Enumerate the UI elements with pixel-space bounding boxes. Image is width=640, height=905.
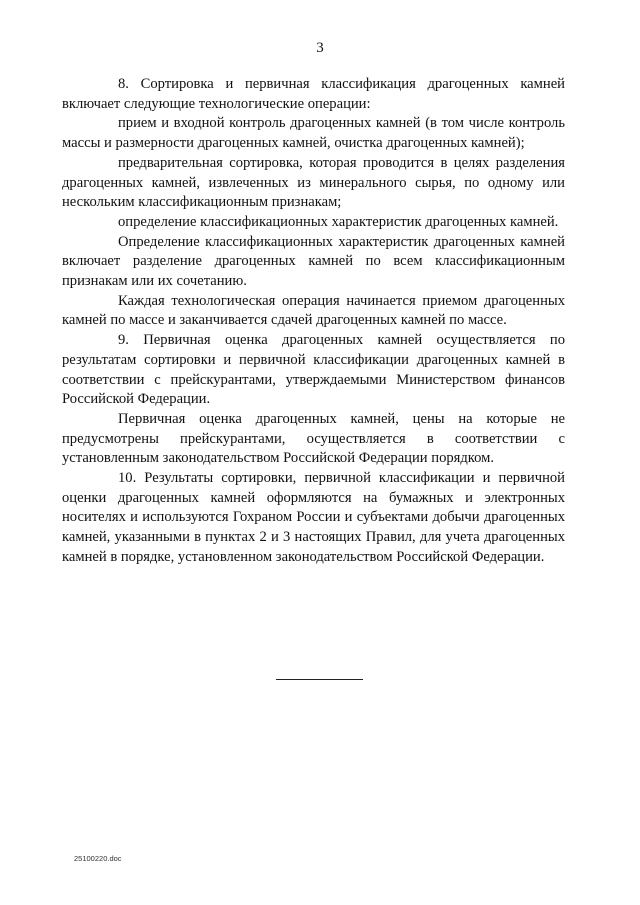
end-divider (276, 679, 363, 680)
paragraph-9-valuation: 9. Первичная оценка драгоценных камней осуществляется по результатам сортировки и первичной классификации драгоценных камней в соответствии с прейскурантами, утверждаемыми Министерством финансов Российской Федерации. (62, 332, 565, 408)
file-name-footer: 25100220.doc (74, 854, 122, 863)
document-body (62, 75, 565, 568)
page-number: 3 (316, 40, 324, 56)
paragraph-mass-acceptance: Каждая технологическая операция начинается приемом драгоценных камней по массе и заканчивается сдачей драгоценных камней по массе. (62, 292, 565, 329)
paragraph-9-unlisted-prices: Первичная оценка драгоценных камней, цены на которые не предусмотрены прейскурантами, осуществляется в соответствии с установленным законодательством Российской Федерации порядком. (62, 410, 565, 467)
paragraph-operation-reception: прием и входной контроль драгоценных камней (в том числе контроль массы и размерности драгоценных камней, очистка драгоценных камней); (62, 115, 565, 152)
paragraph-characteristics-definition: Определение классификационных характеристик драгоценных камней включает разделение драгоценных камней по всем классификационным признакам или их сочетанию. (62, 233, 565, 290)
paragraph-8-intro: 8. Сортировка и первичная классификация драгоценных камней включает следующие технологические операции: (62, 76, 565, 112)
paragraph-10-results: 10. Результаты сортировки, первичной классификации и первичной оценки драгоценных камней оформляются на бумажных и электронных носителях и используются Гохраном России и субъектами добычи драгоценных камней, указанными в пунктах 2 и 3 настоящих Правил, для учета драгоценных камней в порядке, установленном законодательством Российской Федерации. (62, 470, 565, 565)
paragraph-operation-characteristics: определение классификационных характеристик драгоценных камней. (118, 213, 559, 230)
paragraph-operation-presorting: предварительная сортировка, которая проводится в целях разделения драгоценных камней, извлеченных из минерального сырья, по одному или нескольким классификационным признакам; (62, 154, 565, 211)
